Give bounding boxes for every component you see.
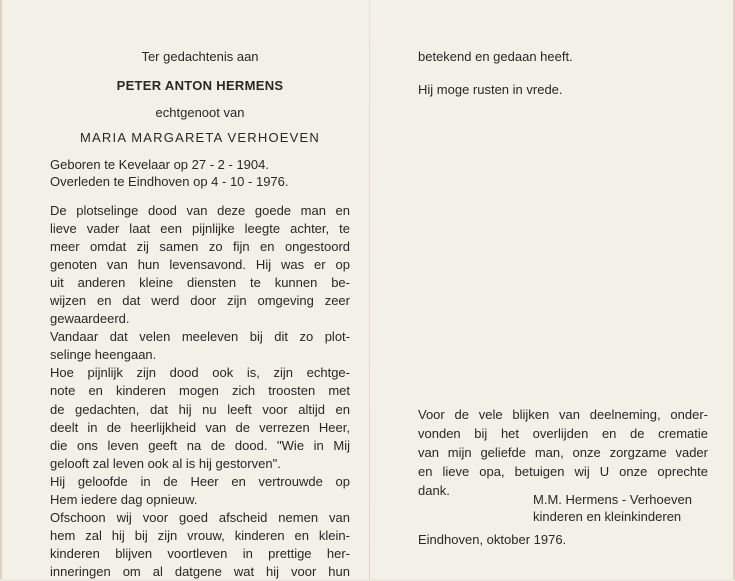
text-line: uit anderen kleine diensten te kunnen be-	[50, 275, 350, 291]
text-line: Hem iedere dag opnieuw.	[50, 491, 198, 507]
text-line: De plotselinge dood van deze goede man en	[50, 203, 350, 218]
text-line: Ofschoon wij voor goed afscheid nemen van	[50, 509, 350, 525]
thanks-line: van mijn geliefde man, onze zorgzame vader	[418, 445, 708, 460]
signature-family-name: M.M. Hermens - Verhoeven	[533, 492, 692, 507]
death-line: Overleden te Eindhoven op 4 - 10 - 1976.	[50, 174, 289, 189]
spouse-of-label: echtgenoot van	[155, 105, 245, 120]
signature-children: kinderen en kleinkinderen	[533, 509, 682, 524]
thanks-line: dank.	[418, 483, 450, 498]
text-line: note en kinderen mogen zich troosten met	[50, 383, 350, 399]
deceased-name: PETER ANTON HERMENS	[116, 78, 284, 93]
text-line: die ons leven geeft na de dood. "Wie in Mij	[50, 437, 350, 453]
thanks-line: en lieve opa, betuigen wij U onze oprechte	[418, 464, 708, 479]
text-line: Hoe pijnlijk zijn dood ook is, zijn echtge-	[50, 365, 350, 381]
text-line: inneringen om al datgene wat hij voor hun	[50, 563, 350, 579]
text-line: Vandaar dat velen meeleven bij dit zo plot-	[50, 329, 350, 345]
text-line: gelooft zal leven ook al is hij gestorven".	[50, 455, 281, 471]
text-line: selinge heengaan.	[50, 347, 157, 363]
text-line: hem zal hij bij zijn vrouw, kinderen en klein-	[50, 527, 350, 543]
text-line: kinderen blijven voortleven in prettige her-	[50, 545, 350, 561]
thanks-line: Voor de vele blijken van deelneming, onder-	[418, 407, 708, 422]
continued-line: betekend en gedaan heeft.	[418, 49, 573, 64]
in-memory-heading: Ter gedachtenis aan	[141, 49, 259, 64]
text-line: genoten van hun levensavond. Hij was er op	[50, 257, 350, 273]
card-fold	[369, 0, 370, 579]
birth-line: Geboren te Kevelaar op 27 - 2 - 1904.	[50, 157, 269, 172]
spouse-name: MARIA MARGARETA VERHOEVEN	[80, 130, 320, 145]
text-line: meer omdat zij samen zo fijn en ongestoord	[50, 239, 350, 255]
place-and-date: Eindhoven, oktober 1976.	[418, 532, 567, 547]
thanks-line: vonden bij het overlijden en de crematie	[418, 426, 708, 441]
text-line: de gedachten, dat hij nu leeft voor altijd en	[50, 401, 350, 417]
text-line: wijzen en dat werd door zijn omgeving zeer	[50, 293, 350, 309]
thanks-text	[418, 405, 708, 500]
text-line: deelt in de heerlijkheid van de verrezen Heer,	[50, 419, 350, 435]
text-line: lieve vader laat een pijnlijke leegte achter, te	[50, 221, 350, 237]
memorial-text	[50, 202, 350, 581]
text-line: gewaardeerd.	[50, 311, 130, 327]
text-line: Hij geloofde in de Heer en vertrouwde op	[50, 473, 350, 489]
rest-in-peace-line: Hij moge rusten in vrede.	[418, 82, 563, 97]
